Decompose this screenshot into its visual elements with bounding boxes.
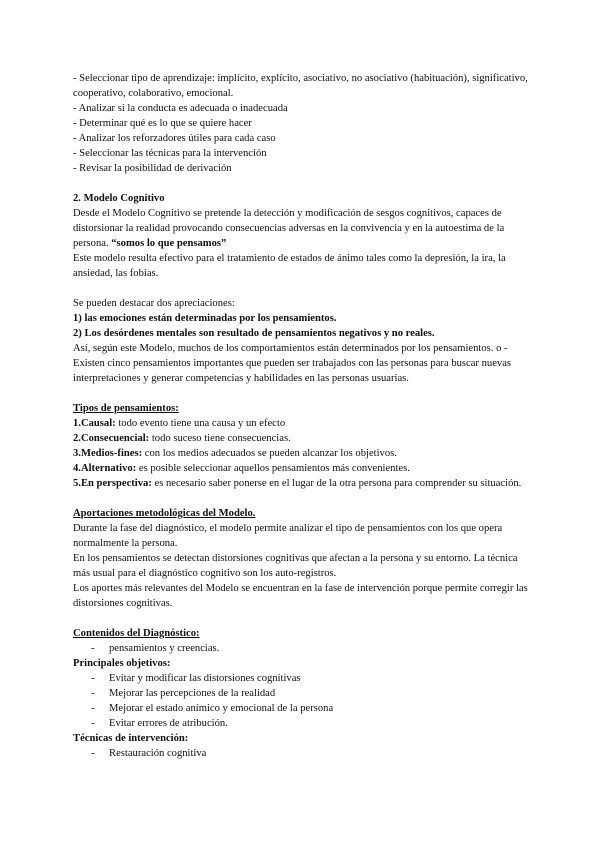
intro-list [73, 71, 533, 176]
list-item: - Evitar y modificar las distorsiones cognitivas [73, 671, 533, 686]
model-heading: 2. Modelo Cognitivo [73, 193, 165, 204]
list-item: - Restauración cognitiva [73, 746, 533, 761]
intro-line: - Seleccionar tipo de aprendizaje: implícito, explícito, asociativo, no asociativo (habituación), significativo, cooperativo, colaborativo, emocional. [73, 73, 528, 99]
intro-line: - Determinar qué es lo que se quiere hacer [73, 118, 252, 129]
appreciations-paragraph: Así, según este Modelo, muchos de los comportamientos están determinados por los pensamientos. o - Existen cinco pensamientos importantes que pueden ser trabajados con las personas para buscar nuevas interpretaciones y generar competencias y habilidades en las personas usuarias. [73, 343, 512, 384]
list-item: - Evitar errores de atribución. [73, 716, 533, 731]
intro-line: - Analizar si la conducta es adecuada o inadecuada [73, 103, 288, 114]
appreciation-2: 2) Los desórdenes mentales son resultado de pensamientos negativos y no reales. [73, 328, 435, 339]
model-paragraph-2: Este modelo resulta efectivo para el tratamiento de estados de ánimo tales como la depresión, la ira, la ansiedad, las fobias. [73, 253, 506, 279]
objectives-list [73, 671, 533, 731]
diagnosis-list [73, 641, 533, 656]
diagnosis-heading: Contenidos del Diagnóstico: [73, 628, 200, 639]
model-paragraph-1: Desde el Modelo Cognitivo se pretende la detección y modificación de sesgos cognitivos, capaces de distorsionar la realidad provocando consecuencias adversas en la convivencia y en la autoestima de la persona. “somos lo que pensamos” [73, 208, 505, 249]
thought-type-item: 2.Consecuencial: todo suceso tiene consecuencias. [73, 433, 291, 444]
model-quote: “somos lo que pensamos” [111, 238, 227, 249]
thought-type-item: 3.Medios-fines: con los medios adecuados se pueden alcanzar los objetivos. [73, 448, 397, 459]
thought-type-item: 1.Causal: todo evento tiene una causa y un efecto [73, 418, 286, 429]
contributions-paragraph-2: En los pensamientos se detectan distorsiones cognitivas que afectan a la persona y su entorno. La técnica más usual para el diagnóstico cognitivo son los auto-registros. [73, 553, 518, 579]
intro-line: - Seleccionar las técnicas para la intervención [73, 148, 267, 159]
thought-type-item: 4.Alternativo: es posible seleccionar aquellos pensamientos más convenientes. [73, 463, 410, 474]
document-page [73, 71, 533, 761]
contributions-paragraph-1: Durante la fase del diagnóstico, el modelo permite analizar el tipo de pensamientos con los que opera normalmente la persona. [73, 523, 503, 549]
techniques-heading: Técnicas de intervención: [73, 733, 189, 744]
appreciations-intro: Se pueden destacar dos apreciaciones: [73, 298, 235, 309]
contributions-paragraph-3: Los aportes más relevantes del Modelo se encuentran en la fase de intervención porque permite corregir las distorsiones cognitivas. [73, 583, 528, 609]
objectives-heading: Principales objetivos: [73, 658, 171, 669]
thought-type-item: 5.En perspectiva: es necesario saber ponerse en el lugar de la otra persona para comprender su situación. [73, 478, 522, 489]
list-item: - Mejorar el estado anímico y emocional de la persona [73, 701, 533, 716]
thought-types-heading: Tipos de pensamientos: [73, 403, 179, 414]
list-item: - Mejorar las percepciones de la realidad [73, 686, 533, 701]
intro-line: - Analizar los reforzadores útiles para cada caso [73, 133, 276, 144]
contributions-heading: Aportaciones metodológicas del Modelo. [73, 508, 256, 519]
list-item: - pensamientos y creencias. [73, 641, 533, 656]
intro-line: - Revisar la posibilidad de derivación [73, 163, 232, 174]
appreciation-1: 1) las emociones están determinadas por los pensamientos. [73, 313, 337, 324]
techniques-list [73, 746, 533, 761]
